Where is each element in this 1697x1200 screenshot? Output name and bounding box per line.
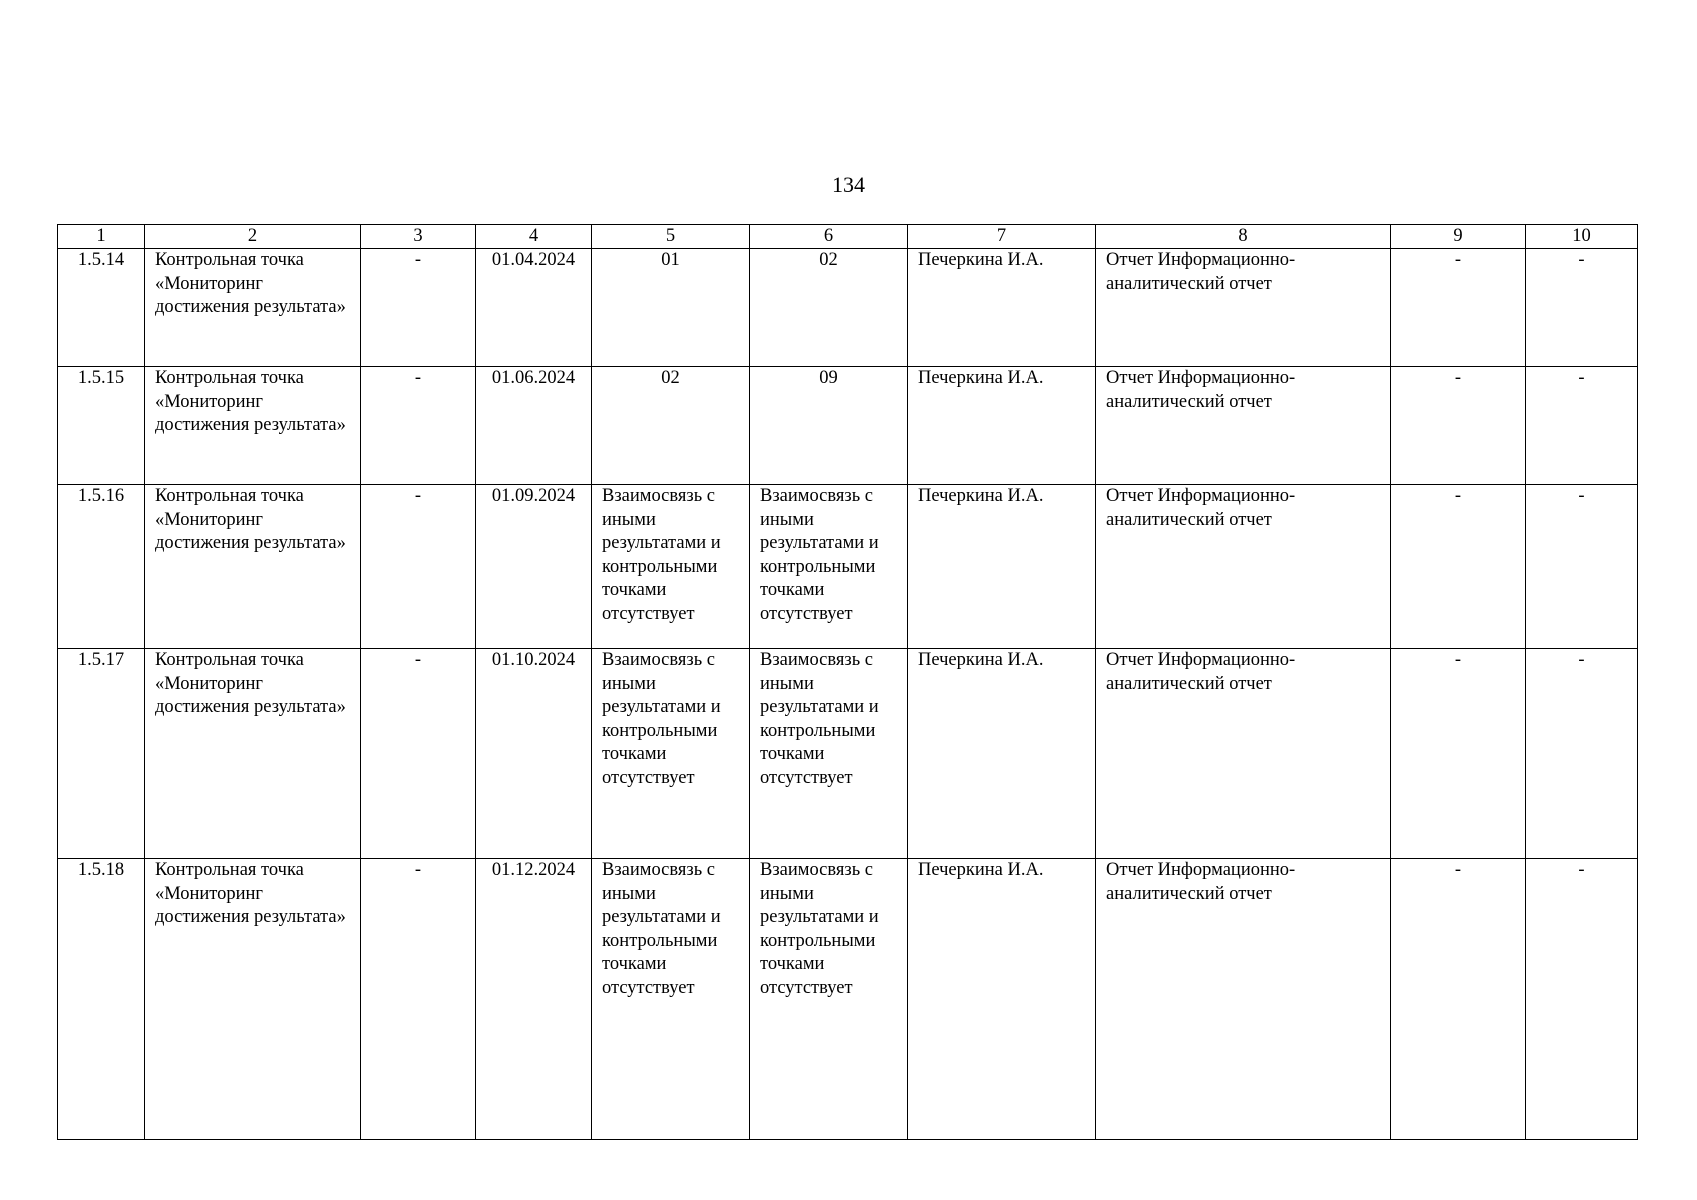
- row-name: Контрольная точка «Мониторинг достижения результата»: [145, 249, 361, 367]
- header-row: [58, 225, 1638, 249]
- column-header: 4: [476, 225, 592, 249]
- row-col6: Взаимосвязь с иными результатами и контрольными точками отсутствует: [750, 859, 908, 1140]
- row-id: 1.5.14: [58, 249, 145, 367]
- row-date: 01.04.2024: [476, 249, 592, 367]
- row-col5: Взаимосвязь с иными результатами и контрольными точками отсутствует: [592, 485, 750, 649]
- row-col9: -: [1391, 367, 1526, 485]
- row-col5: 01: [592, 249, 750, 367]
- row-col9: -: [1391, 249, 1526, 367]
- column-header: 10: [1526, 225, 1638, 249]
- column-header: 8: [1096, 225, 1391, 249]
- row-name: Контрольная точка «Мониторинг достижения результата»: [145, 649, 361, 859]
- row-responsible: Печеркина И.А.: [908, 649, 1096, 859]
- row-responsible: Печеркина И.А.: [908, 485, 1096, 649]
- row-responsible: Печеркина И.А.: [908, 249, 1096, 367]
- column-header: 6: [750, 225, 908, 249]
- column-header: 9: [1391, 225, 1526, 249]
- row-col6: 09: [750, 367, 908, 485]
- row-report: Отчет Информационно-аналитический отчет: [1096, 859, 1391, 1140]
- row-name: Контрольная точка «Мониторинг достижения результата»: [145, 367, 361, 485]
- page-number: 134: [832, 172, 865, 197]
- row-report: Отчет Информационно-аналитический отчет: [1096, 249, 1391, 367]
- row-col10: -: [1526, 367, 1638, 485]
- row-responsible: Печеркина И.А.: [908, 367, 1096, 485]
- row-col9: -: [1391, 859, 1526, 1140]
- row-col9: -: [1391, 485, 1526, 649]
- row-col10: -: [1526, 485, 1638, 649]
- table-row: [58, 249, 1638, 367]
- row-responsible: Печеркина И.А.: [908, 859, 1096, 1140]
- column-header: 1: [58, 225, 145, 249]
- row-report: Отчет Информационно-аналитический отчет: [1096, 649, 1391, 859]
- row-col10: -: [1526, 249, 1638, 367]
- row-id: 1.5.15: [58, 367, 145, 485]
- row-date: 01.09.2024: [476, 485, 592, 649]
- row-report: Отчет Информационно-аналитический отчет: [1096, 367, 1391, 485]
- row-col3: -: [361, 649, 476, 859]
- row-id: 1.5.16: [58, 485, 145, 649]
- table-row: [58, 649, 1638, 859]
- row-col6: Взаимосвязь с иными результатами и контрольными точками отсутствует: [750, 649, 908, 859]
- row-col3: -: [361, 485, 476, 649]
- row-name: Контрольная точка «Мониторинг достижения результата»: [145, 485, 361, 649]
- row-date: 01.12.2024: [476, 859, 592, 1140]
- row-col3: -: [361, 859, 476, 1140]
- row-id: 1.5.18: [58, 859, 145, 1140]
- row-date: 01.06.2024: [476, 367, 592, 485]
- row-name: Контрольная точка «Мониторинг достижения результата»: [145, 859, 361, 1140]
- row-col9: -: [1391, 649, 1526, 859]
- row-col5: Взаимосвязь с иными результатами и контрольными точками отсутствует: [592, 859, 750, 1140]
- row-col10: -: [1526, 859, 1638, 1140]
- column-header: 2: [145, 225, 361, 249]
- row-col5: 02: [592, 367, 750, 485]
- row-col5: Взаимосвязь с иными результатами и контрольными точками отсутствует: [592, 649, 750, 859]
- control-points-table: [57, 224, 1638, 1140]
- row-id: 1.5.17: [58, 649, 145, 859]
- column-header: 7: [908, 225, 1096, 249]
- row-col10: -: [1526, 649, 1638, 859]
- row-col6: 02: [750, 249, 908, 367]
- row-date: 01.10.2024: [476, 649, 592, 859]
- row-report: Отчет Информационно-аналитический отчет: [1096, 485, 1391, 649]
- table-row: [58, 859, 1638, 1140]
- table-row: [58, 367, 1638, 485]
- column-header: 5: [592, 225, 750, 249]
- row-col6: Взаимосвязь с иными результатами и контрольными точками отсутствует: [750, 485, 908, 649]
- row-col3: -: [361, 367, 476, 485]
- row-col3: -: [361, 249, 476, 367]
- column-header: 3: [361, 225, 476, 249]
- table-row: [58, 485, 1638, 649]
